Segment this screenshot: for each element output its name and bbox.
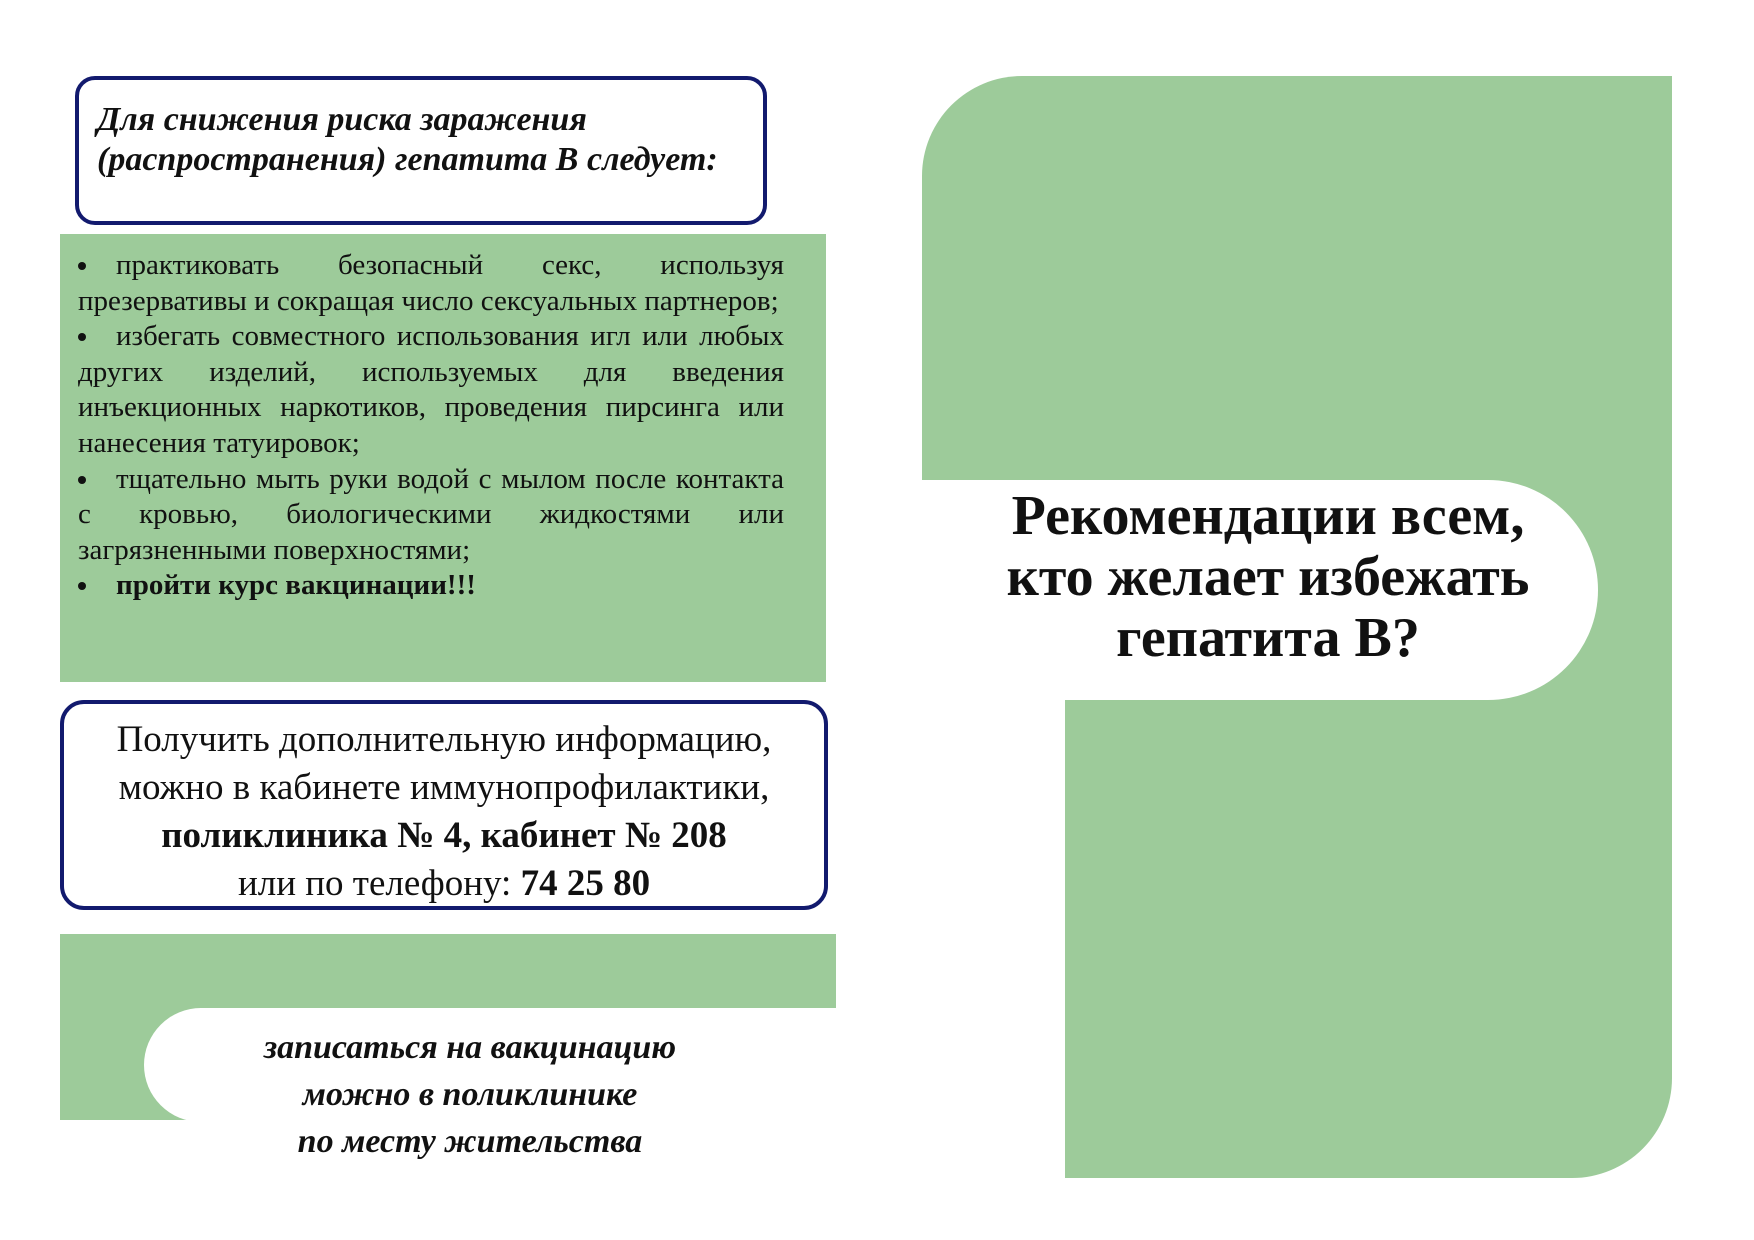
list-item-text: практиковать безопасный секс, используя презервативы и сокращая число сексуальных партнеров; [78,249,784,317]
bullet-icon [78,333,86,341]
bullet-icon [78,476,86,484]
list-item-text: избегать совместного использования игл или любых других изделий, используемых для введения инъекционных наркотиков, проведения пирсинга или нанесения татуировок; [78,320,784,459]
cover-title-line: кто желает избежать [1006,546,1530,608]
cover-title-line: гепатита В? [1116,607,1420,669]
note-line: записаться на вакцинацию [263,1029,677,1066]
note-line: по месту жительства [297,1123,643,1160]
list-item [78,568,784,604]
phone-line [74,860,814,908]
clinic-location: поликлиника № 4, кабинет № 208 [161,815,727,856]
recommendations-panel [60,234,826,682]
heading-box [75,76,767,225]
cover-title-line: Рекомендации всем, [1011,485,1525,547]
list-item [78,319,784,461]
heading-text: Для снижения риска заражения (распространения) гепатита В следует: [97,101,718,178]
note-line: можно в поликлинике [302,1076,638,1113]
list-item-text: пройти курс вакцинации!!! [116,569,476,602]
cover-title [958,486,1578,669]
contact-info-box [60,700,828,910]
recommendations-list [78,248,784,604]
phone-number: 74 25 80 [520,863,651,904]
info-line: можно в кабинете иммунопрофилактики, [118,767,770,808]
list-item [78,248,784,319]
info-line: Получить дополнительную информацию, [116,719,772,760]
list-item-text: тщательно мыть руки водой с мылом после контакта с кровью, биологическими жидкостями или загрязненными поверхностями; [78,462,784,566]
bottom-green-band [60,934,836,1008]
vaccination-note [170,1024,770,1165]
list-item [78,462,784,569]
cover-green-top [922,76,1672,480]
bullet-icon [78,582,86,590]
phone-label: или по телефону: [237,863,512,904]
bullet-icon [78,262,86,270]
